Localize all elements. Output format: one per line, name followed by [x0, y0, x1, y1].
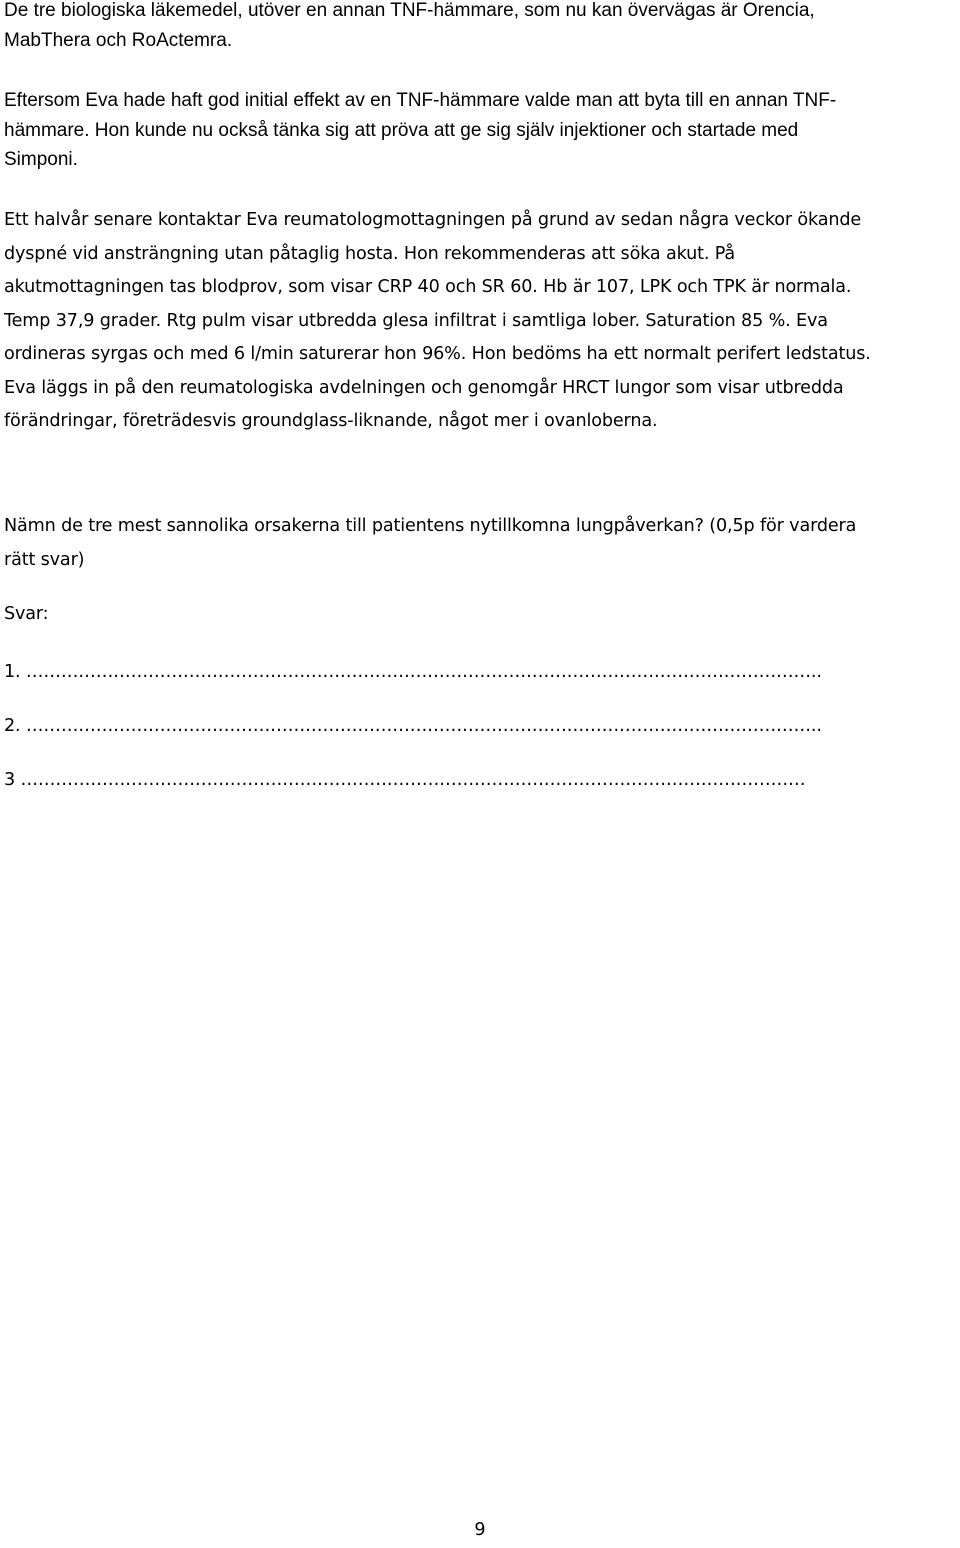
answer-field-3[interactable]: 3 ……………………………………………………………………………………………………………………… [4, 770, 806, 790]
question-line: rätt svar) [4, 549, 85, 570]
case-line: Ett halvår senare kontaktar Eva reumatologmottagningen på grund av sedan några veckor ökande [4, 210, 862, 230]
case-line: ordineras syrgas och med 6 l/min saturerar hon 96%. Hon bedöms ha ett normalt perifert ledstatus. [4, 344, 871, 364]
page-number: 9 [474, 1520, 486, 1540]
intro-line: MabThera och RoActemra. [4, 29, 233, 51]
case-paragraph [4, 204, 956, 439]
answer-field-2[interactable]: 2. ……………………………………………………………………………………………………………………….. [4, 716, 822, 736]
question-line: Nämn de tre mest sannolika orsakerna till patientens nytillkomna lungpåverkan? (0,5p för vardera [4, 516, 857, 536]
case-line: akutmottagningen tas blodprov, som visar CRP 40 och SR 60. Hb är 107, LPK och TPK är normala. [4, 277, 852, 297]
answer-field-1[interactable]: 1. ……………………………………………………………………………………………………………………….. [4, 662, 822, 682]
background-line: Simponi. [4, 149, 78, 170]
case-line: Eva läggs in på den reumatologiska avdelningen och genomgår HRCT lungor som visar utbredda [4, 377, 844, 398]
case-line: förändringar, företrädesvis groundglass-liknande, något mer i ovanloberna. [4, 411, 658, 431]
background-line: hämmare. Hon kunde nu också tänka sig att pröva att ge sig själv injektioner och startade med [4, 119, 799, 141]
intro-line: De tre biologiska läkemedel, utöver en annan TNF-hämmare, som nu kan övervägas är Orencia, [4, 0, 815, 21]
case-line: dyspné vid ansträngning utan påtaglig hosta. Hon rekommenderas att söka akut. På [4, 243, 736, 264]
background-paragraph [4, 86, 956, 175]
answer-label: Svar: [4, 604, 49, 624]
background-line: Eftersom Eva hade haft god initial effekt av en TNF-hämmare valde man att byta till en annan TNF- [4, 90, 837, 111]
case-line: Temp 37,9 grader. Rtg pulm visar utbredda glesa infiltrat i samtliga lober. Saturation 85 %. Eva [4, 310, 828, 331]
intro-paragraph [4, 0, 956, 55]
question-paragraph [4, 510, 956, 577]
